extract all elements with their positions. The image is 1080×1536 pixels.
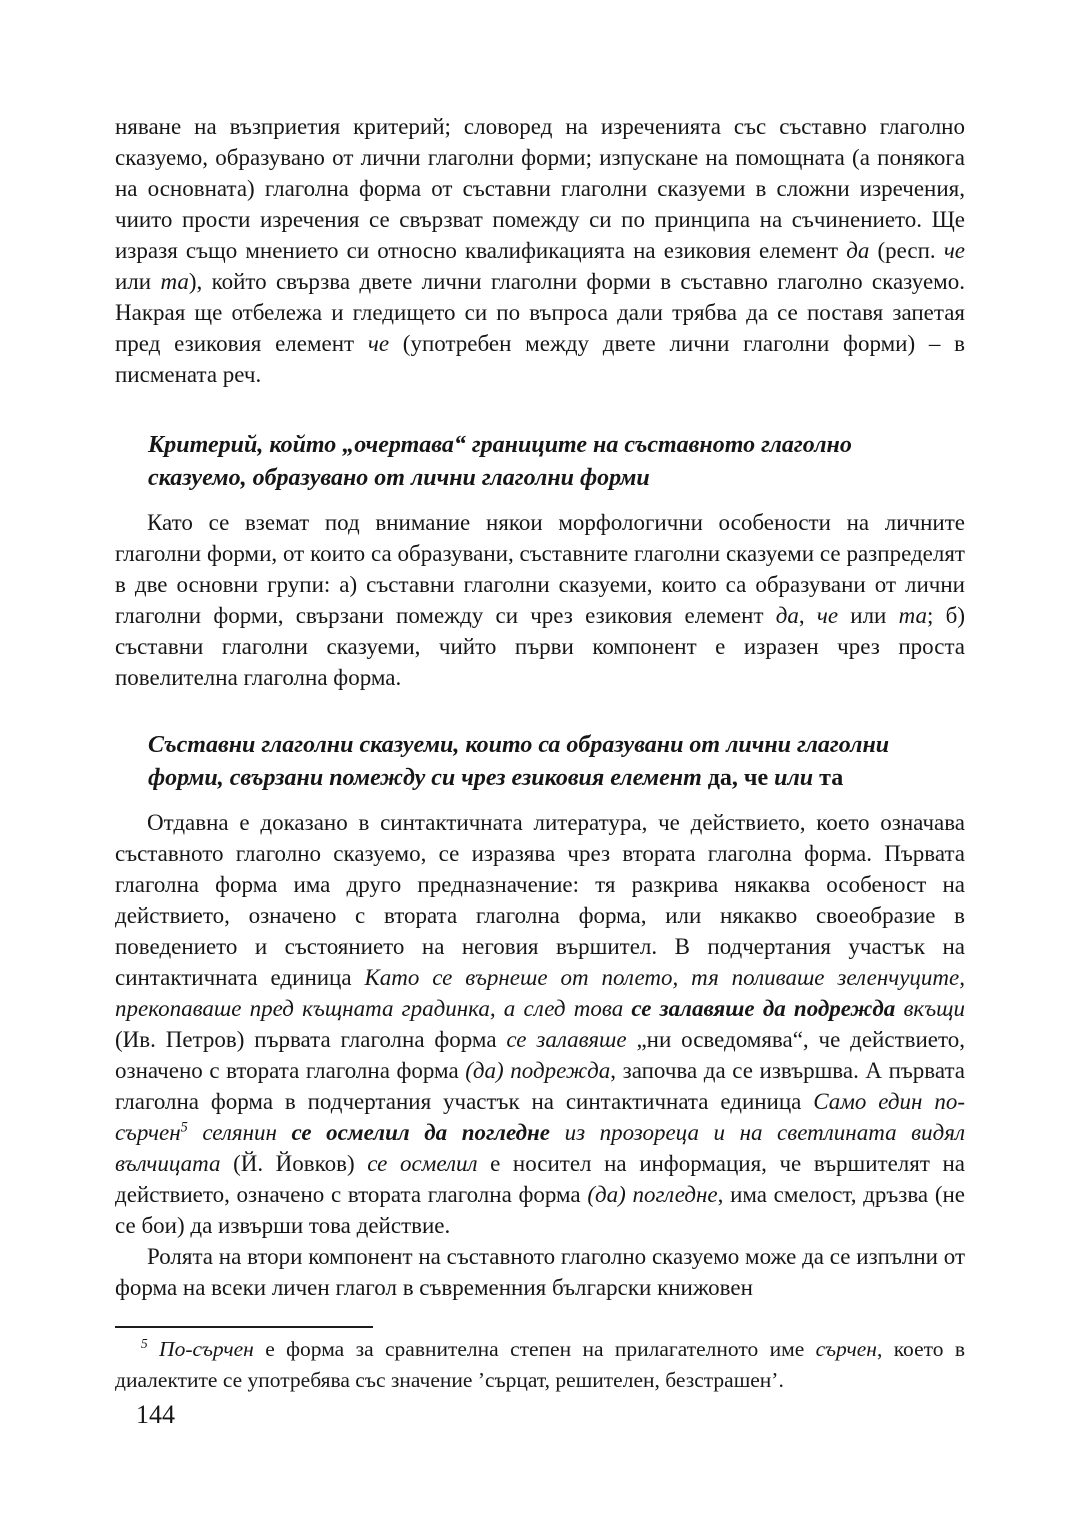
page-number: 144 [136,1400,175,1429]
paragraph-examples: Отдавна е доказано в синтактичната литература, че действието, което означава съставното глаголно сказуемо, се изразява чрез втората глаголна форма. Първата глаголна форма има друго предназначение: тя разкрива някаква особеност на действието, означено с втората глаголна форма, или някакво своеобразие в поведението и състоянието на неговия вършител. В подчертания участък на синтактичната единица Като се върнеше от полето, тя поливаше зеленчуците, прекопаваше пред къщната градинка, а след това се залавяше да подрежда вкъщи (Ив. Петров) първата глаголна форма се залавяше „ни осведомява“, че действието, означено с втората глаголна форма (да) подрежда, започва да се извършва. А първата глаголна форма в подчертания участък на синтактичната единица Само един по-сърчен$^5$ селянин се осмелил да погледне из прозореца и на светлината видял вълчицата (Й. Йовков) се осмелил е носител на информация, че вършителят на действието, означено с втората глаголна форма (да) погледне, има смелост, дръзва (не се бои) да извърши това действие. [115,810,966,1238]
paragraph-continuation: няване на възприетия критерий; словоред на изреченията със съставно глаголно сказуемо, образувано от лични глаголни форми; изпускане на помощната (а понякога на основната) глаголна форма от съставни глаголни сказуеми в сложни изречения, чиито прости изречения се свързват помежду си по принципа на съчинението. Ще изразя също мнението си относно квалификацията на езиковия елемент да (респ. че или та), който свързва двете лични глаголни форми в съставно глаголно сказуемо. Накрая ще отбележа и гледището си по въпроса дали трябва да се поставя запетая пред езиковия елемент че (употребен между двете лични глаголни форми) – в писмената реч. [115,114,965,387]
paragraph-two-groups: Като се вземат под внимание някои морфологични особености на личните глаголни форми, от които са образувани, съставните глаголни сказуеми се разпределят в две основни групи: а) съставни глаголни сказуеми, които са образувани от лични глаголни форми, свързани помежду си чрез езиковия елемент да, че или та; б) съставни глаголни сказуеми, чийто първи компонент е изразен чрез проста повелителна глаголна форма. [115,510,965,690]
text-block [115,111,965,1303]
footnote-separator-rule [115,1326,373,1328]
section-heading-criterion: Критерий, който „очертава“ границите на съставното глаголно сказуемо, образувано от лични глаголни форми [148,432,852,491]
section-heading-compound-predicates: Съставни глаголни сказуеми, които са образувани от лични глаголни форми, свързани помежду си чрез езиковия елемент да, че или та [148,732,890,791]
paragraph-second-component: Ролята на втори компонент на съставното глаголно сказуемо може да се изпълни от форма на всеки личен глагол в съвременния български книжовен [115,1244,965,1300]
footnote: $^5$ По-сърчен е форма за сравнителна степен на прилагателното име сърчен, което в диалектите се употребява със значение ’сърцат, решителен, безстрашен’. [115,1335,965,1392]
